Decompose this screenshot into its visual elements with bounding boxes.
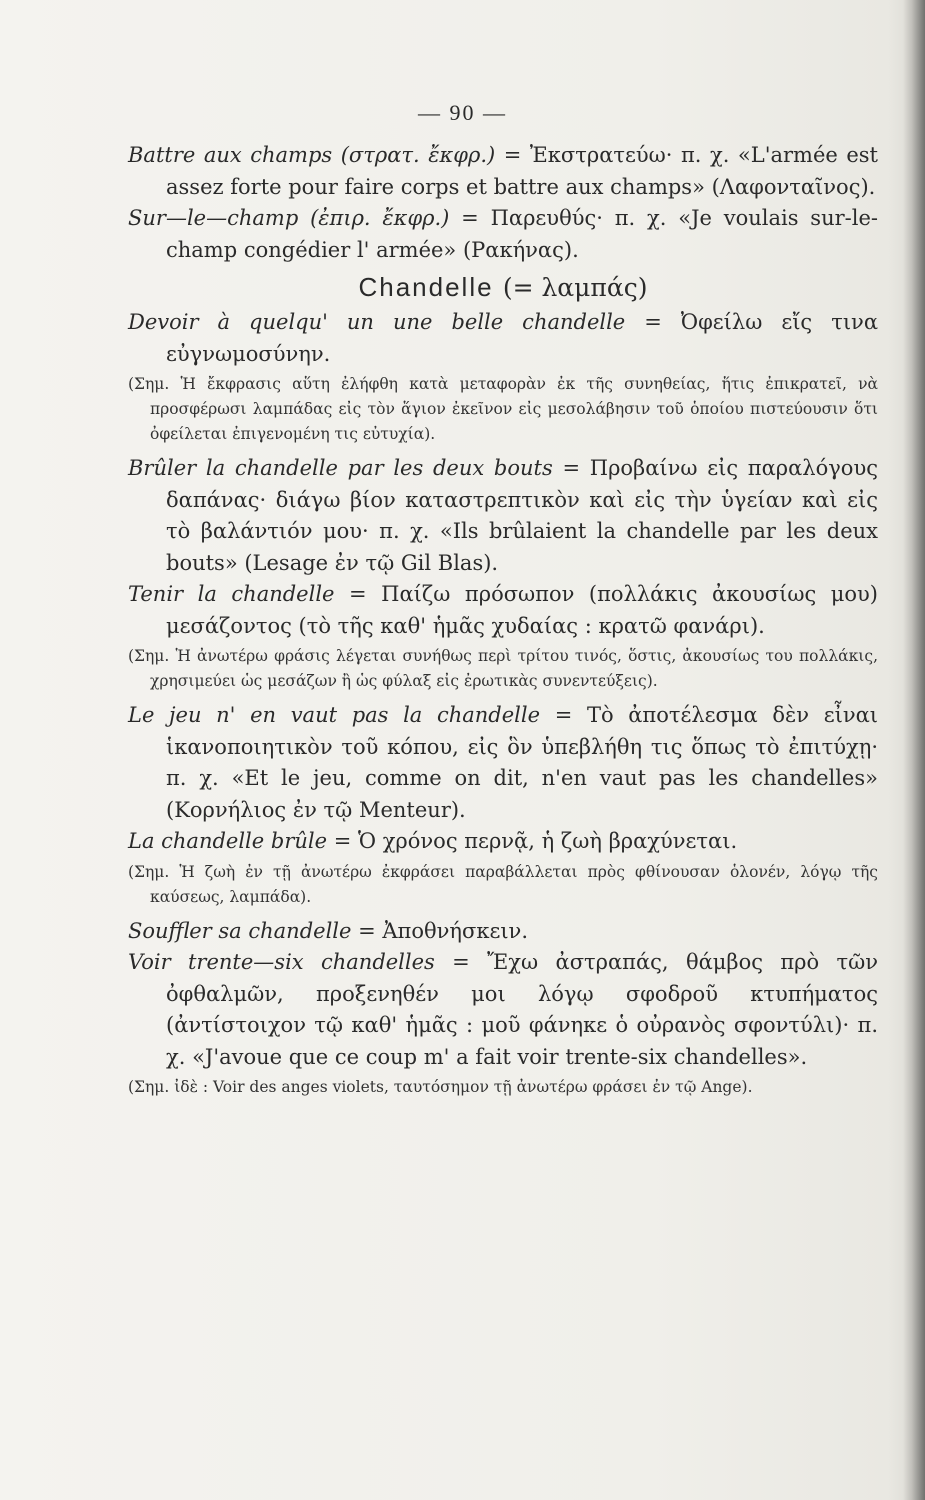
entry-definition: = Ὀφείλω εἴς τινα εὐγνωμοσύνην.	[166, 310, 878, 366]
entry-le-jeu	[128, 700, 878, 826]
entry-devoir	[128, 307, 878, 370]
entry-definition: = Παρευθύς· π. χ. «Je voulais sur-le-champ congédier l' armée» (Ρακήνας).	[166, 206, 878, 262]
entry-battre-aux-champs	[128, 140, 878, 203]
entry-souffler	[128, 916, 878, 948]
entry-phrase: Souffler sa chandelle	[128, 918, 352, 943]
section-heading	[128, 272, 878, 303]
entry-note: (Σημ. Ἡ ἀνωτέρω φράσις λέγεται συνήθως περὶ τρίτου τινός, ὅστις, ἀκουσίως του πολλάκις, χρησιμεύει ὡς μεσάζων ἢ ὡς φύλαξ εἰς ἐρωτικὰς συνεντεύξεις).	[128, 647, 878, 690]
heading-greek: (= λαμπάς)	[502, 273, 648, 302]
entry-phrase: Brûler la chandelle par les deux bouts	[128, 456, 553, 480]
entry-phrase: Battre aux champs	[128, 143, 333, 167]
page-edge-shadow	[903, 0, 925, 1500]
entry-definition: = Ἀποθνήσκειν.	[351, 918, 528, 943]
dictionary-content	[128, 140, 878, 1106]
entry-tenir	[128, 579, 878, 642]
entry-voir-trente-six	[128, 947, 878, 1073]
entry-abbreviation: (στρατ. ἔκφρ.)	[340, 143, 496, 167]
entry-definition: = Τὸ ἀποτέλεσμα δὲν εἶναι ἱκανοποιητικὸν τοῦ κόπου, εἰς ὃν ὑπεβλήθη τις ὅπως τὸ ἐπιτύχῃ· π. χ. «Et le jeu, comme on dit, n'en vaut pas les chandelles» (Κορνήλιος ἐν τῷ Menteur).	[166, 703, 879, 822]
entry-phrase: Tenir la chandelle	[128, 582, 335, 606]
entry-phrase: Devoir à quelqu' un une belle chandelle	[128, 310, 626, 334]
entry-definition: = Ἐκστρατεύω· π. χ. «L'armée est assez forte pour faire corps et battre aux champs» (Λαφονταῖνος).	[166, 143, 878, 199]
entry-note: (Σημ. Ἡ ζωὴ ἐν τῇ ἀνωτέρω ἐκφράσει παραβάλλεται πρὸς φθίνουσαν ὁλονέν, λόγῳ τῆς καύσεως, λαμπάδα).	[128, 862, 878, 906]
entry-sur-le-champ	[128, 203, 878, 266]
entry-note: (Σημ. Ἡ ἔκφρασις αὕτη ἐλήφθη κατὰ μεταφορὰν ἐκ τῆς συνηθείας, ἥτις ἐπικρατεῖ, νὰ προσφέρωσι λαμπάδας εἰς τὸν ἅγιον ἐκεῖνον εἰς μεσολάβησιν τοῦ ὁποίου πιστεύουσιν ὅτι ὀφείλεται ἐπιγενομένη τις εὐτυχία).	[128, 375, 878, 443]
entry-note: (Σημ. ἰδὲ : Voir des anges violets, ταυτόσημον τῇ ἀνωτέρω φράσει ἐν τῷ Ange).	[128, 1078, 753, 1096]
entry-abbreviation: (ἐπιρ. ἔκφρ.)	[310, 206, 450, 230]
entry-phrase: Le jeu n' en vaut pas la chandelle	[128, 703, 541, 727]
entry-definition: = Παίζω πρόσωπον (πολλάκις ἀκουσίως μου) μεσάζοντος (τὸ τῆς καθ' ἡμᾶς χυδαίας : κρατῶ φανάρι).	[166, 582, 878, 638]
entry-phrase: Voir trente—six chandelles	[128, 950, 435, 974]
entry-la-chandelle-brule	[128, 826, 878, 858]
entry-phrase: La chandelle brûle	[128, 829, 328, 853]
entry-definition: = Προβαίνω εἰς παραλόγους δαπάνας· διάγω βίον καταστρεπτικὸν καὶ εἰς τὴν ὑγείαν καὶ εἰς τὸ βαλάντιόν μου· π. χ. «Ils brûlaient la chandelle par les deux bouts» (Lesage ἐν τῷ Gil Blas).	[166, 456, 878, 575]
page-number: — 90 —	[418, 100, 507, 125]
entry-definition: = Ἔχω ἀστραπάς, θάμβος πρὸ τῶν ὀφθαλμῶν, προξενηθέν μοι λόγῳ σφοδροῦ κτυπήματος (ἀντίστοιχον τῷ καθ' ἡμᾶς : μοῦ φάνηκε ὁ οὐρανὸς σφοντύλι)· π. χ. «J'avoue que ce coup m' a fait voir trente-six chandelles».	[166, 950, 878, 1069]
entry-bruler	[128, 453, 878, 579]
entry-phrase: Sur—le—champ	[128, 206, 299, 230]
heading-word: Chandelle	[358, 272, 494, 302]
entry-definition: = Ὁ χρόνος περνᾷ, ἡ ζωὴ βραχύνεται.	[327, 829, 738, 853]
